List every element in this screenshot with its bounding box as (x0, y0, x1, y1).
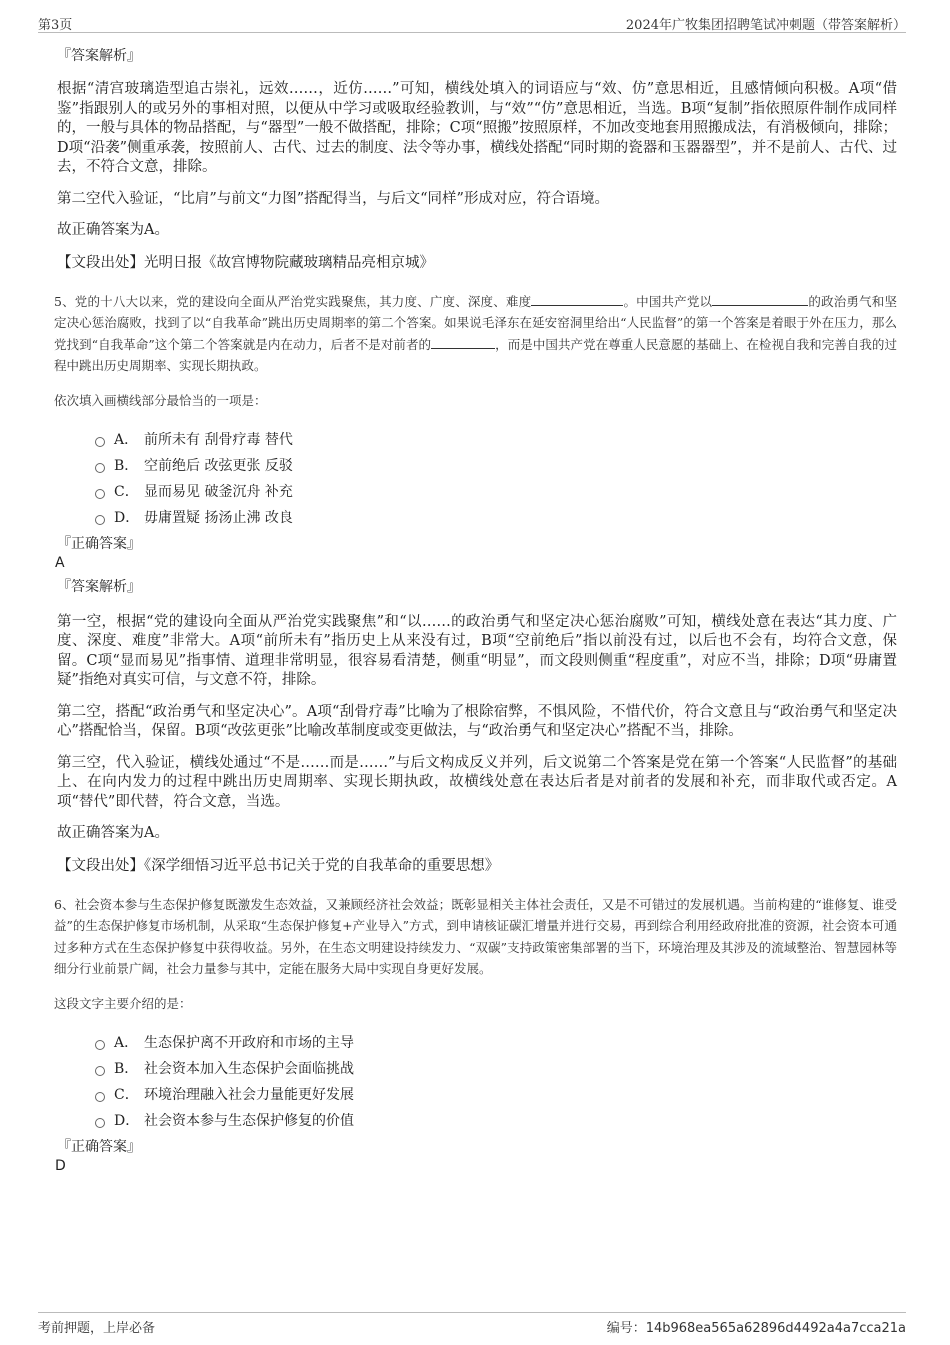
analysis-paragraph: 第三空，代入验证，横线处通过“不是……而是……”与后文构成反义并列，后文说第二个答案是党在第一个答案“人民监督”的基础上、在向内发力的过程中跳出历史周期率、实现长期执政，故横线处意在表达后者是对前者的发展和补充，而非取代或否定。A项“替代”即代替，符合文意，当选。 (57, 754, 897, 810)
question-stem: 6、社会资本参与生态保护修复既激发生态效益，又兼顾经济社会效益；既彰显相关主体社会责任，又是不可错过的发展机遇。当前构建的“谁修复、谁受益”的生态保护修复市场机制，从采取“生态保护修复+产业导入”方式，到申请核证碳汇增量并进行交易，再到综合利用经政府批准的资源，社会资本可通过多种方式在生态保护修复中获得收益。另外，在生态文明建设持续发力、“双碳”支持政策密集部署的当下，环境治理及其涉及的流域整治、智慧园林等细分行业前景广阔，社会力量参与其中，定能在服务大局中实现自身更好发展。 (54, 896, 897, 976)
radio-unchecked-icon[interactable] (95, 437, 105, 447)
fill-blank (531, 295, 623, 306)
analysis-label: 『答案解析』 (57, 48, 141, 64)
document-body (54, 46, 897, 1180)
option-list (95, 1030, 897, 1134)
analysis-paragraph: 第二空代入验证，“比肩”与前文“力图”搭配得当，与后文“同样”形成对应，符合语境。 (57, 190, 609, 207)
radio-unchecked-icon[interactable] (95, 515, 105, 525)
radio-unchecked-icon[interactable] (95, 1066, 105, 1076)
radio-unchecked-icon[interactable] (95, 1040, 105, 1050)
option-list (95, 427, 897, 531)
radio-unchecked-icon[interactable] (95, 463, 105, 473)
analysis-paragraph: 第二空，搭配“政治勇气和坚定决心”。A项“刮骨疗毒”比喻为了根除宿弊，不惧风险，不惜代价，符合文意且与“政治勇气和坚定决心”搭配恰当，保留。B项“改弦更张”比喻改革制度或变更做法，与“政治勇气和坚定决心”搭配不当，排除。 (57, 703, 897, 739)
option-a[interactable]: A． 前所未有 刮骨疗毒 替代 (95, 427, 897, 453)
analysis-label: 『答案解析』 (57, 578, 141, 595)
fill-blank (712, 295, 808, 306)
correct-answer-label: 『正确答案』 (57, 535, 141, 552)
radio-unchecked-icon[interactable] (95, 1118, 105, 1128)
source-citation: 【文段出处】光明日报《故宫博物院藏玻璃精品亮相京城》 (57, 254, 434, 271)
option-d[interactable]: D． 社会资本参与生态保护修复的价值 (95, 1108, 897, 1134)
analysis-paragraph: 根据“清宫玻璃造型追古崇礼，远效……，近仿……”可知，横线处填入的词语应与“效、仿”意思相近，且感情倾向积极。A项“借鉴”指跟别人的或另外的事相对照，以便从中学习或吸取经验教训，与“效”“仿”意思相近，当选。B项“复制”指依照原件制作成同样的，一般与具体的物品搭配，与“器型”一般不做搭配，排除；C项“照搬”按照原样，不加改变地套用照搬成法，有消极倾向，排除；D项“沿袭”侧重承袭，按照前人、古代、过去的制度、法令等办事，横线处搭配“同时期的瓷器和玉器器型”，并不是前人、古代、过去，不符合文意，排除。 (57, 81, 897, 175)
option-b[interactable]: B． 空前绝后 改弦更张 反驳 (95, 453, 897, 479)
correct-answer: A (55, 554, 65, 571)
option-c[interactable]: C． 环境治理融入社会力量能更好发展 (95, 1082, 897, 1108)
correct-answer: D (55, 1157, 66, 1174)
page-number: 第3页 (38, 18, 73, 33)
analysis-conclusion: 故正确答案为A。 (57, 825, 169, 841)
radio-unchecked-icon[interactable] (95, 1092, 105, 1102)
footer-slogan: 考前押题，上岸必备 (38, 1321, 156, 1336)
option-a[interactable]: A． 生态保护离不开政府和市场的主导 (95, 1030, 897, 1056)
analysis-conclusion: 故正确答案为A。 (57, 222, 169, 238)
document-title: 2024年广牧集团招聘笔试冲刺题（带答案解析） (625, 18, 906, 33)
option-b[interactable]: B． 社会资本加入生态保护会面临挑战 (95, 1056, 897, 1082)
question-stem: 5、党的十八大以来，党的建设向全面从严治党实践聚焦，其力度、广度、深度、难度 。中国共产党以 的政治勇气和坚定决心惩治腐败，找到了以“自我革命”跳出历史周期率的第二个答案。如果说毛泽东在延安窑洞里给出“人民监督”的第一个答案是着眼于外在压力，那么党找到“自我革命”这个第二个答案就是内在动力，后者不是对前者的 ，而是中国共产党在尊重人民意愿的基础上、在检视自我和完善自我的过程中跳出历史周期率、实现长期执政。 (54, 293, 897, 373)
document-code: 编号：14b968ea565a62896d4492a4a7cca21a (606, 1321, 906, 1336)
page-header (38, 10, 906, 33)
source-citation: 【文段出处】《深学细悟习近平总书记关于党的自我革命的重要思想》 (57, 857, 500, 874)
analysis-paragraph: 第一空，根据“党的建设向全面从严治党实践聚焦”和“以……的政治勇气和坚定决心惩治腐败”可知，横线处意在表达“其力度、广度、深度、难度”非常大。A项“前所未有”指历史上从来没有过，B项“空前绝后”指以前没有过，以后也不会有，均符合文意，保留。C项“显而易见”指事情、道理非常明显，很容易看清楚，侧重“明显”，而文段则侧重“程度重”，对应不当，排除；D项“毋庸置疑”指绝对真实可信，与文意不符，排除。 (57, 613, 897, 688)
radio-unchecked-icon[interactable] (95, 489, 105, 499)
option-c[interactable]: C． 显而易见 破釜沉舟 补充 (95, 479, 897, 505)
page-footer (38, 1312, 906, 1337)
question-prompt: 这段文字主要介绍的是： (54, 995, 192, 1011)
correct-answer-label: 『正确答案』 (57, 1138, 141, 1155)
question-prompt: 依次填入画横线部分最恰当的一项是： (54, 392, 267, 408)
fill-blank (431, 338, 495, 349)
option-d[interactable]: D． 毋庸置疑 扬汤止沸 改良 (95, 505, 897, 531)
